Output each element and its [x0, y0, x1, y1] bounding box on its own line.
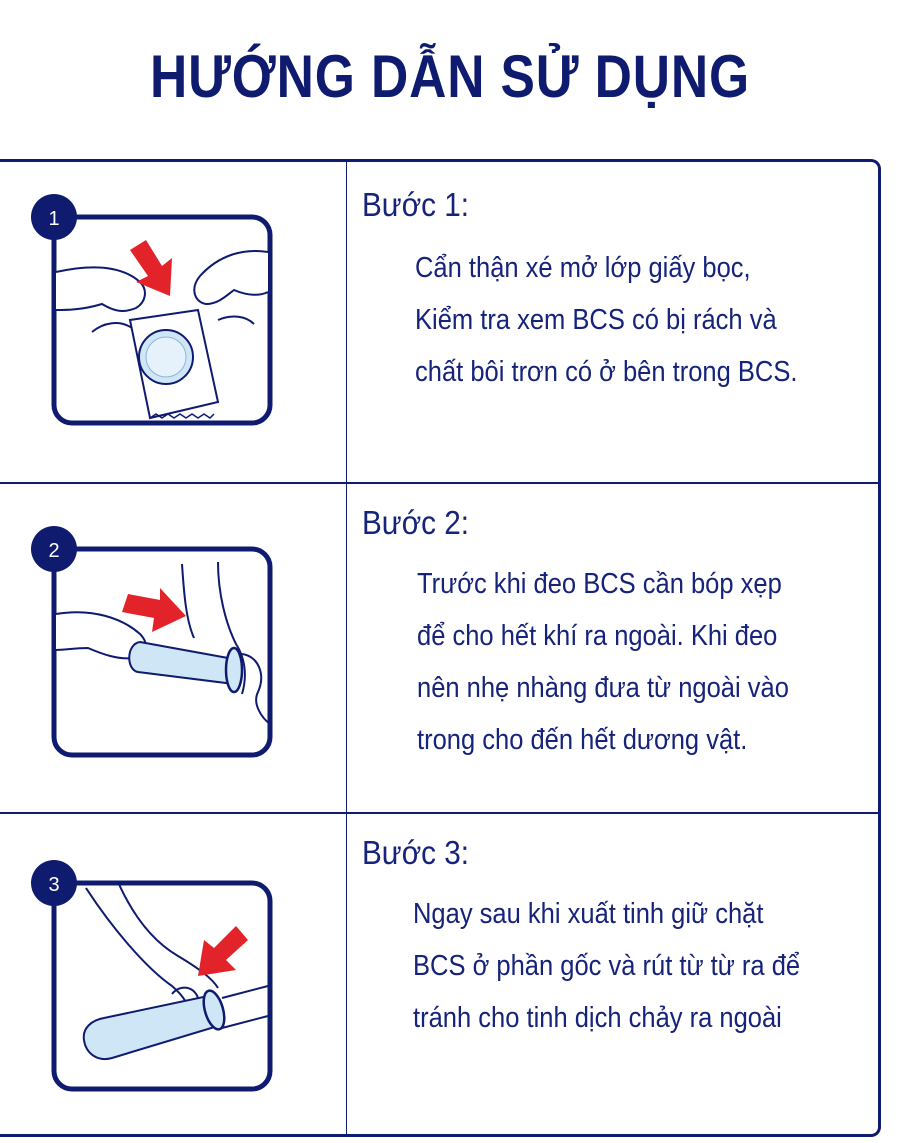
- step-2-line: Trước khi đeo BCS cần bóp xẹp: [417, 568, 782, 600]
- put-on-icon: [22, 524, 282, 764]
- step-number-2: 2: [48, 540, 60, 562]
- step-row-3: [0, 814, 878, 1137]
- step-3-line: tránh cho tinh dịch chảy ra ngoài: [413, 1002, 782, 1034]
- step-1-line: Kiểm tra xem BCS có bị rách và: [415, 304, 777, 336]
- step-3-line: BCS ở phần gốc và rút từ từ ra để: [413, 950, 801, 982]
- page-title: HƯỚNG DẪN SỬ DỤNG: [149, 43, 751, 110]
- step-row-2: [0, 484, 878, 814]
- step-heading-3: Bước 3:: [362, 834, 470, 871]
- step-1-line: Cẩn thận xé mở lớp giấy bọc,: [415, 252, 751, 284]
- step-heading-1: Bước 1:: [362, 186, 470, 223]
- step-1-line: chất bôi trơn có ở bên trong BCS.: [415, 356, 798, 388]
- step-3-line: Ngay sau khi xuất tinh giữ chặt: [413, 898, 764, 930]
- step-row-1: [0, 162, 878, 484]
- remove-icon: [22, 858, 282, 1098]
- instructions-table: [0, 159, 881, 1137]
- step-2-line: trong cho đến hết dương vật.: [417, 724, 748, 756]
- step-heading-2: Bước 2:: [362, 504, 470, 541]
- open-wrapper-icon: [22, 192, 282, 432]
- step-number-1: 1: [48, 208, 60, 230]
- step-2-line: nên nhẹ nhàng đưa từ ngoài vào: [417, 672, 789, 704]
- step-number-3: 3: [48, 874, 60, 896]
- step-text-1: [415, 242, 797, 398]
- step-text-3: [413, 888, 800, 1044]
- step-2-line: để cho hết khí ra ngoài. Khi đeo: [417, 620, 778, 652]
- step-text-2: [417, 558, 789, 766]
